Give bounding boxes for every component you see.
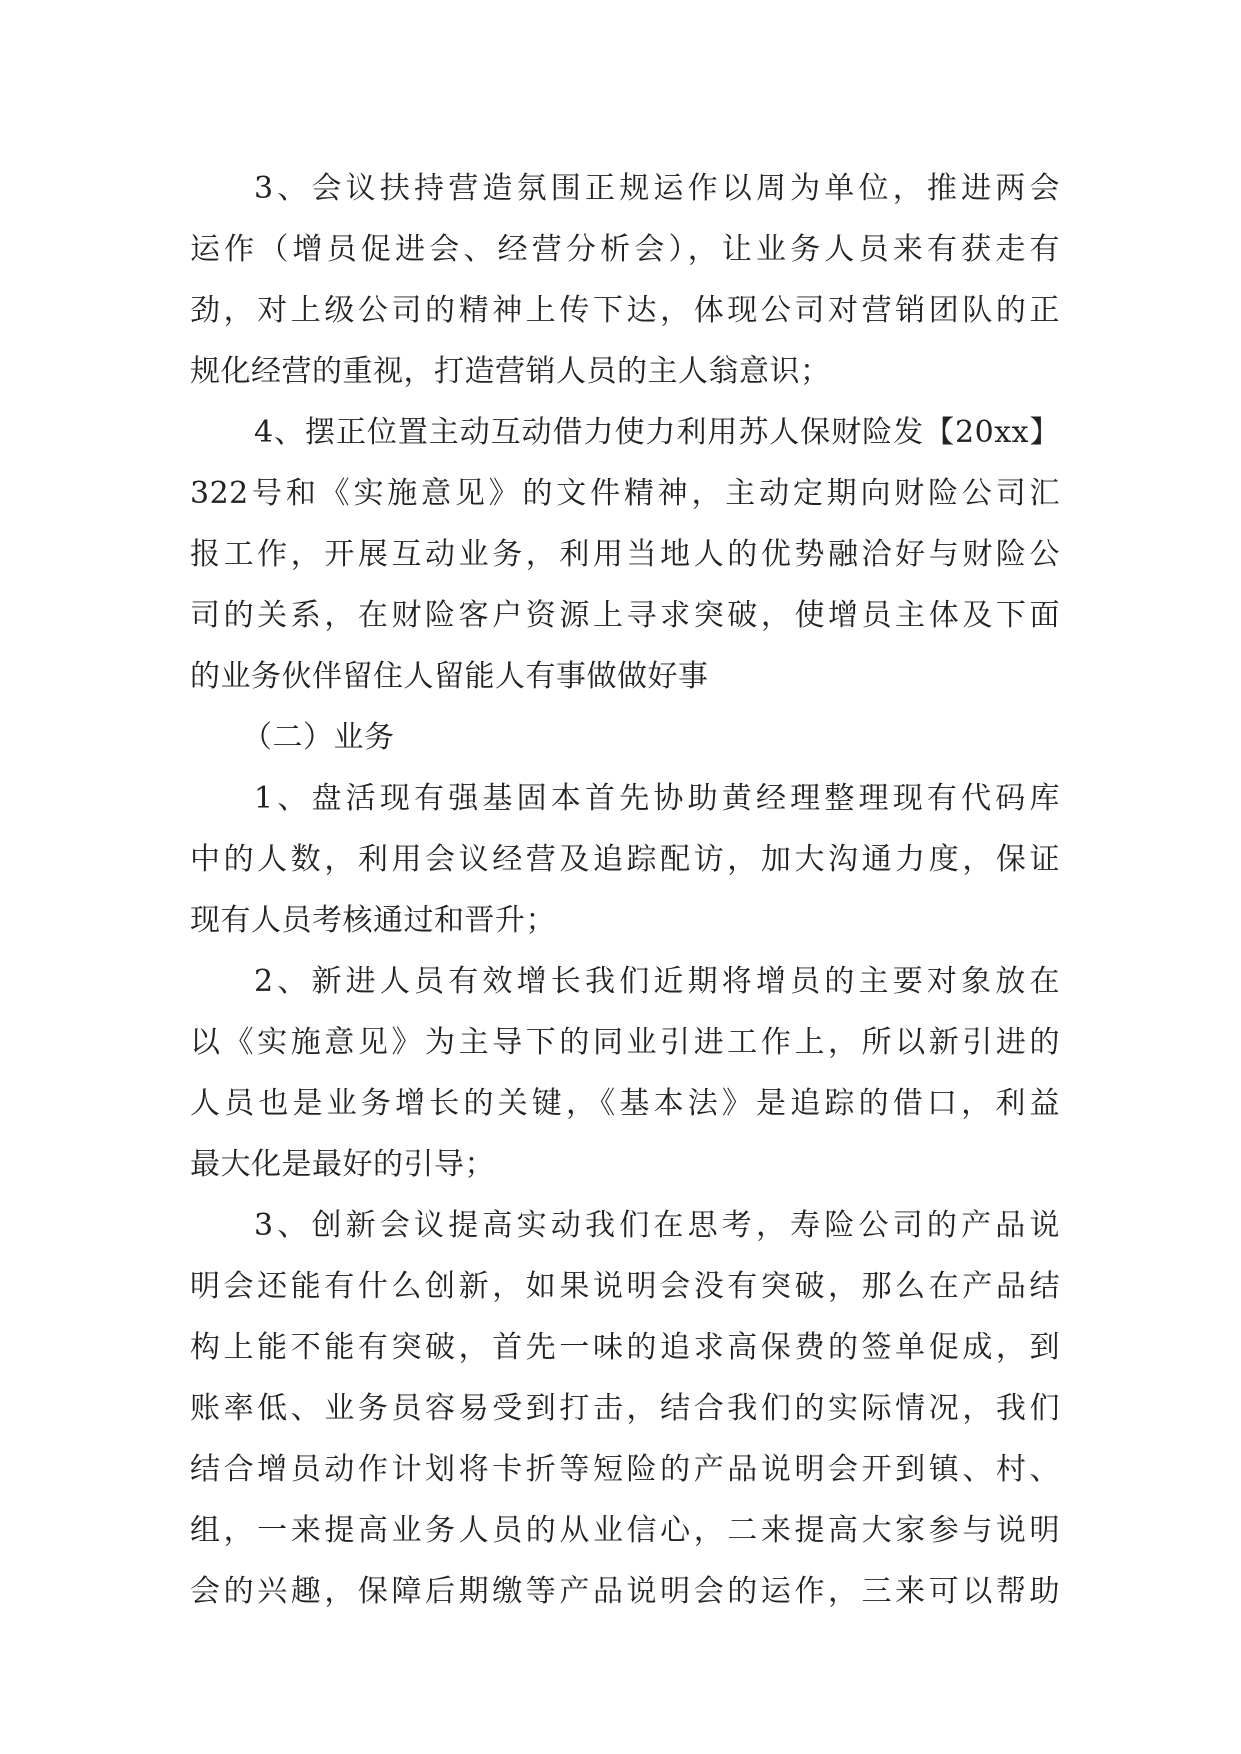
- text-line: 4、摆正位置主动互动借力使力利用苏人保财险发【20xx】: [254, 415, 1060, 450]
- text-line: 322号和《实施意见》的文件精神，主动定期向财险公司汇: [190, 476, 1060, 511]
- text-line: 账率低、业务员容易受到打击，结合我们的实际情况，我们: [190, 1391, 1060, 1426]
- text-line: 运作（增员促进会、经营分析会），让业务人员来有获走有: [190, 232, 1060, 267]
- text-line: 报工作，开展互动业务，利用当地人的优势融洽好与财险公: [190, 537, 1060, 572]
- text-line: 组，一来提高业务人员的从业信心，二来提高大家参与说明: [190, 1513, 1060, 1548]
- text-line: 3、会议扶持营造氛围正规运作以周为单位，推进两会: [254, 171, 1060, 206]
- text-line: 3、创新会议提高实动我们在思考，寿险公司的产品说: [254, 1208, 1060, 1243]
- text-line: 以《实施意见》为主导下的同业引进工作上，所以新引进的: [190, 1025, 1060, 1060]
- text-line: 会的兴趣，保障后期缴等产品说明会的运作，三来可以帮助: [190, 1574, 1060, 1609]
- text-line: 1、盘活现有强基固本首先协助黄经理整理现有代码库: [254, 781, 1060, 816]
- document-body: [190, 158, 1060, 1622]
- text-line: 规化经营的重视，打造营销人员的主人翁意识；: [190, 354, 831, 389]
- text-line: 2、新进人员有效增长我们近期将增员的主要对象放在: [254, 964, 1060, 999]
- text-line: 司的关系，在财险客户资源上寻求突破，使增员主体及下面: [190, 598, 1060, 633]
- section-heading: （二）业务: [242, 720, 395, 755]
- text-line: 的业务伙伴留住人留能人有事做做好事: [190, 659, 709, 694]
- text-line: 结合增员动作计划将卡折等短险的产品说明会开到镇、村、: [190, 1452, 1060, 1487]
- text-line: 人员也是业务增长的关键，《基本法》是追踪的借口，利益: [190, 1086, 1060, 1121]
- text-line: 现有人员考核通过和晋升；: [190, 903, 556, 938]
- text-line: 最大化是最好的引导；: [190, 1147, 495, 1182]
- text-line: 明会还能有什么创新，如果说明会没有突破，那么在产品结: [190, 1269, 1060, 1304]
- text-line: 劲，对上级公司的精神上传下达，体现公司对营销团队的正: [190, 293, 1060, 328]
- text-line: 中的人数，利用会议经营及追踪配访，加大沟通力度，保证: [190, 842, 1060, 877]
- text-line: 构上能不能有突破，首先一味的追求高保费的签单促成，到: [190, 1330, 1060, 1365]
